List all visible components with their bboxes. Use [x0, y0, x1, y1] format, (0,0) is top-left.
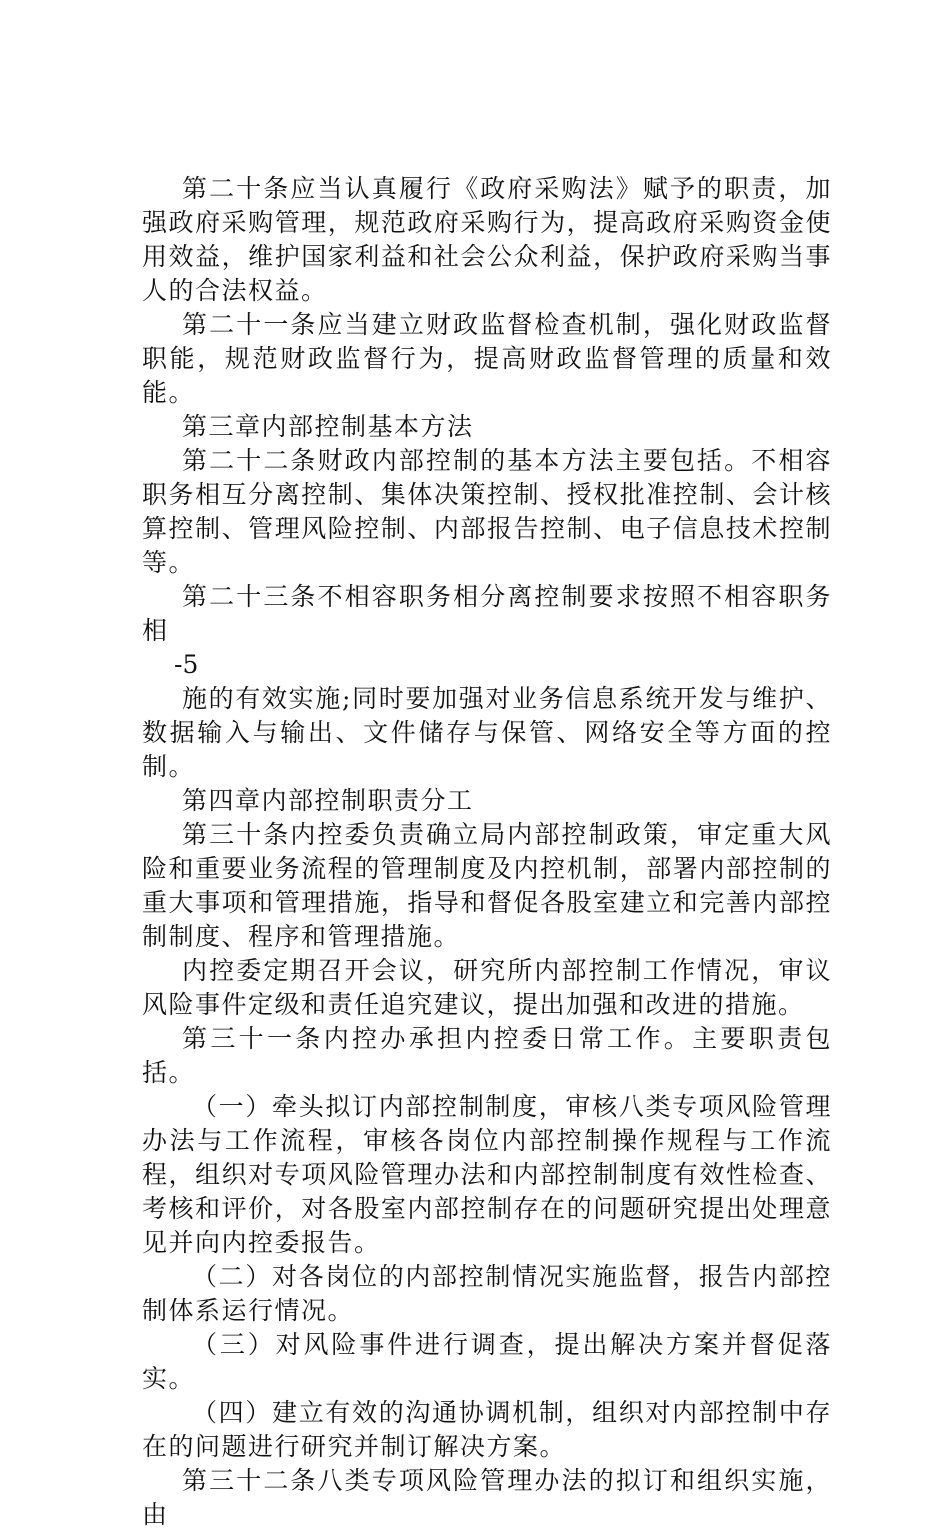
paragraph-article-31: 第三十一条内控办承担内控委日常工作。主要职责包括。 — [142, 1024, 832, 1087]
paragraph-committee-meetings: 内控委定期召开会议，研究所内部控制工作情况，审议风险事件定级和责任追究建议，提出加强和改进的措施。 — [142, 956, 832, 1019]
paragraph-article-20: 第二十条应当认真履行《政府采购法》赋予的职责，加强政府采购管理，规范政府采购行为，提高政府采购资金使用效益，维护国家利益和社会公众利益，保护政府采购当事人的合法权益。 — [142, 174, 832, 305]
paragraph-article-32: 第三十二条八类专项风险管理办法的拟订和组织实施，由 — [142, 1466, 832, 1529]
paragraph-article-21: 第二十一条应当建立财政监督检查机制，强化财政监督职能，规范财政监督行为，提高财政监督管理的质量和效能。 — [142, 310, 832, 407]
list-item-3: （三）对风险事件进行调查，提出解决方案并督促落实。 — [142, 1330, 832, 1393]
paragraph-article-22: 第二十二条财政内部控制的基本方法主要包括。不相容职务相互分离控制、集体决策控制、授权批准控制、会计核算控制、管理风险控制、内部报告控制、电子信息技术控制等。 — [142, 446, 832, 577]
list-item-1: （一）牵头拟订内部控制制度，审核八类专项风险管理办法与工作流程，审核各岗位内部控制操作规程与工作流程，组织对专项风险管理办法和内部控制制度有效性检查、考核和评价，对各股室内部控制存在的问题研究提出处理意见并向内控委报告。 — [142, 1092, 832, 1257]
paragraph-continuation: 施的有效实施;同时要加强对业务信息系统开发与维护、数据输入与输出、文件储存与保管、网络安全等方面的控制。 — [142, 684, 832, 781]
chapter-heading-3: 第三章内部控制基本方法 — [182, 412, 474, 441]
page-number: -5 — [174, 650, 199, 679]
list-item-2: （二）对各岗位的内部控制情况实施监督，报告内部控制体系运行情况。 — [142, 1262, 832, 1325]
paragraph-article-30: 第三十条内控委负责确立局内部控制政策，审定重大风险和重要业务流程的管理制度及内控机制，部署内部控制的重大事项和管理措施，指导和督促各股室建立和完善内部控制制度、程序和管理措施。 — [142, 820, 832, 951]
document-body — [142, 172, 832, 1532]
paragraph-article-23: 第二十三条不相容职务相分离控制要求按照不相容职务相 — [142, 582, 832, 645]
chapter-heading-4: 第四章内部控制职责分工 — [182, 786, 474, 815]
list-item-4: （四）建立有效的沟通协调机制，组织对内部控制中存在的问题进行研究并制订解决方案。 — [142, 1398, 832, 1461]
